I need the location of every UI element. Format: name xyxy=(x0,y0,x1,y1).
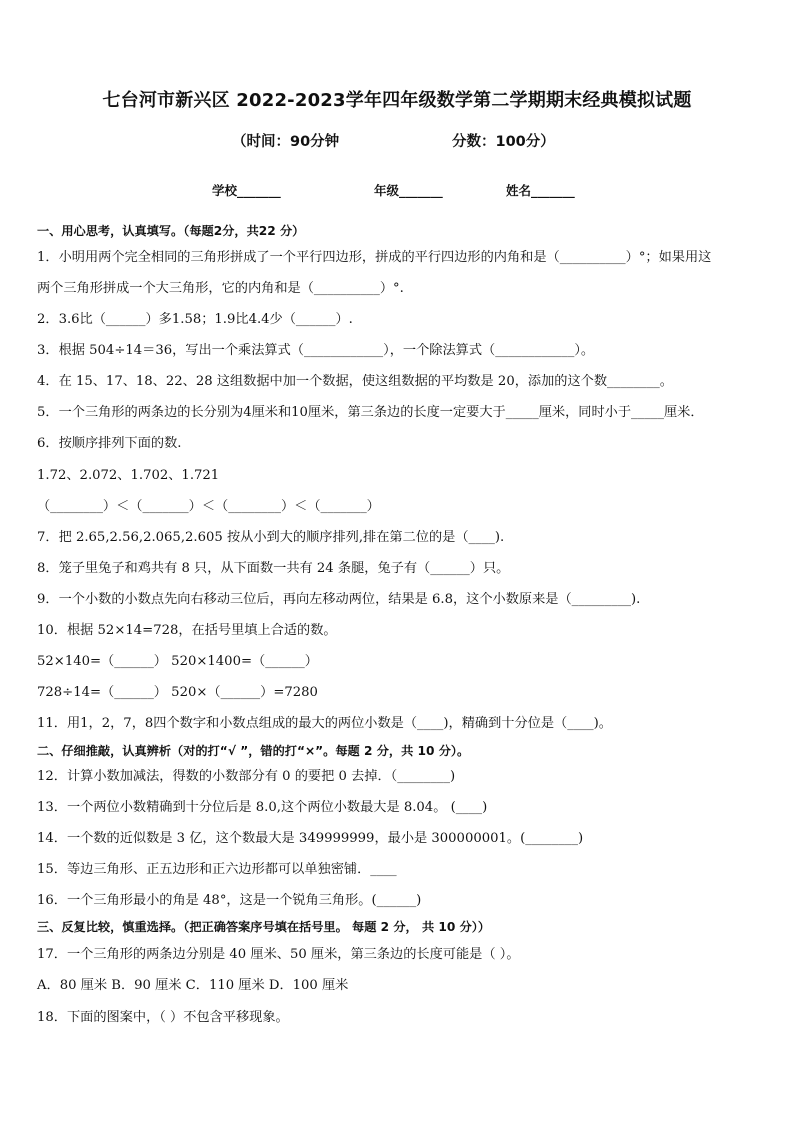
question-line: 17．一个三角形的两条边分别是 40 厘米、50 厘米，第三条边的长度可能是（ ）。 xyxy=(37,947,520,962)
section-heading: 一、用心思考，认真填写。（每题2分，共22 分） xyxy=(37,224,305,238)
question-line: 728÷14=（______） 520×（______）=7280 xyxy=(37,685,318,700)
question-line: 8．笼子里兔子和鸡共有 8 只，从下面数一共有 24 条腿，兔子有（______）只。 xyxy=(37,561,510,576)
question-line: 两个三角形拼成一个大三角形，它的内角和是（__________）°. xyxy=(37,281,404,296)
question-line: 52×140=（______） 520×1400=（______） xyxy=(37,654,318,669)
school-field: 学校_______ xyxy=(212,183,281,198)
question-line: 13．一个两位小数精确到十分位后是 8.0,这个两位小数最大是 8.04。 (____) xyxy=(37,800,488,815)
question-line: 14．一个数的近似数是 3 亿，这个数最大是 349999999，最小是 300000001。(________) xyxy=(37,831,584,846)
page-title: 七台河市新兴区 2022-2023学年四年级数学第二学期期末经典模拟试题 xyxy=(102,90,692,111)
question-line: 10．根据 52×14=728，在括号里填上合适的数。 xyxy=(37,623,337,638)
question-line: 16．一个三角形最小的角是 48°，这是一个锐角三角形。(______) xyxy=(37,893,422,908)
grade-field: 年级_______ xyxy=(374,183,443,198)
section-heading: 三、反复比较，慎重选择。（把正确答案序号填在括号里。 每题 2 分， 共 10 分）） xyxy=(37,920,491,934)
question-line: 5．一个三角形的两条边的长分别为4厘米和10厘米，第三条边的长度一定要大于_____厘米，同时小于_____厘米． xyxy=(37,405,704,420)
question-line: 11．用1，2，7，8四个数字和小数点组成的最大的两位小数是（____)，精确到十分位是（____)。 xyxy=(37,716,612,731)
exam-time: （时间：90分钟 xyxy=(232,134,340,150)
question-line: 15．等边三角形、正五边形和正六边形都可以单独密铺．____ xyxy=(37,862,397,877)
question-line: 4．在 15、17、18、22、28 这组数据中加一个数据，使这组数据的平均数是 20，添加的这个数________。 xyxy=(37,374,673,389)
question-line: 1．小明用两个完全相同的三角形拼成了一个平行四边形，拼成的平行四边形的内角和是（__________）°；如果用这 xyxy=(37,250,712,265)
question-line: 18．下面的图案中，（ ）不包含平移现象。 xyxy=(37,1010,289,1025)
section-heading: 二、仔细推敲，认真辨析（对的打“√ ”，错的打“×”。每题 2 分，共 10 分）。 xyxy=(37,744,470,758)
question-line: （________）＜（_______）＜（________）＜（_______） xyxy=(37,499,380,514)
question-line: 12．计算小数加减法，得数的小数部分有 0 的要把 0 去掉．（________) xyxy=(37,769,456,784)
question-line: A．80 厘米 B．90 厘米 C．110 厘米 D．100 厘米 xyxy=(37,978,349,993)
question-line: 9．一个小数的小数点先向右移动三位后，再向左移动两位，结果是 6.8，这个小数原来是（_________). xyxy=(37,592,641,607)
question-line: 6．按顺序排列下面的数. xyxy=(37,436,182,451)
question-line: 1.72、2.072、1.702、1.721 xyxy=(37,468,220,483)
exam-score: 分数：100分） xyxy=(452,134,555,150)
question-line: 3．根据 504÷14＝36，写出一个乘法算式（____________），一个除法算式（____________）。 xyxy=(37,343,595,358)
name-field: 姓名_______ xyxy=(506,183,575,198)
question-line: 2．3.6比（______）多1.58；1.9比4.4少（______）. xyxy=(37,312,353,327)
question-line: 7．把 2.65,2.56,2.065,2.605 按从小到大的顺序排列,排在第二位的是（____). xyxy=(37,530,505,545)
